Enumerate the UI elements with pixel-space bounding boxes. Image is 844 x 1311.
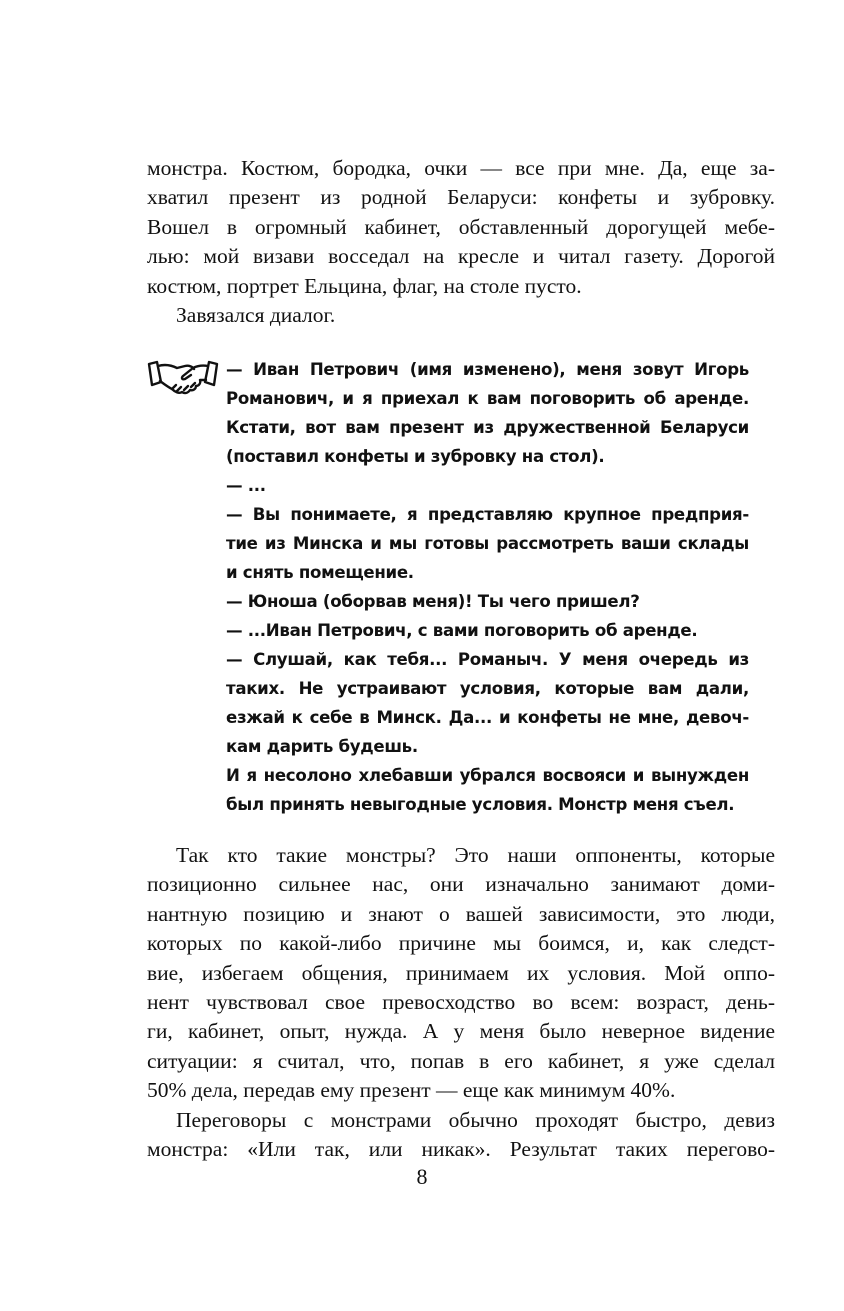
body-text-top [147,154,775,330]
text-line: монстра: «Или так, или никак». Результат таких перегово- [147,1136,775,1161]
dialog-line: кам дарить будешь. [226,737,418,756]
text-line: костюм, портрет Ельцина, флаг, на столе пусто. [147,273,582,298]
text-line: ситуации: я считал, что, попав в его кабинет, я уже сделал [147,1048,775,1073]
text-line: вие, избегаем общения, принимаем их условия. Мой оппо- [147,960,775,985]
dialog-line: Кстати, вот вам презент из дружественной Беларуси [226,418,749,437]
text-line: позиционно сильнее нас, они изначально занимают доми- [147,872,775,897]
dialog-line: тие из Минска и мы готовы рассмотреть ваши склады [226,534,749,553]
text-line: ги, кабинет, опыт, нужда. А у меня было неверное видение [147,1019,775,1044]
body-text-bottom [147,841,775,1164]
dialog-line: таких. Не устраивают условия, которые вам дали, [226,679,749,698]
text-line: 50% дела, передав ему презент — еще как минимум 40%. [147,1078,676,1103]
text-line: монстра. Костюм, бородка, очки — все при мне. Да, еще за- [147,156,775,180]
text-line: хватил презент из родной Беларуси: конфеты и зубровку. [147,185,775,210]
dialog-line: — ...Иван Петрович, с вами поговорить об аренде. [226,621,698,640]
dialog-quote [226,355,749,819]
dialog-intro: Завязался диалог. [176,302,336,327]
dialog-line: и снять помещение. [226,563,414,582]
handshake-icon [147,356,219,400]
dialog-line: был принять невыгодные условия. Монстр меня съел. [226,795,735,814]
text-line: нент чувствовал свое превосходство во всем: возраст, день- [147,989,775,1014]
text-line: лью: мой визави восседал на кресле и читал газету. Дорогой [147,244,775,269]
text-line: нантную позицию и знают о вашей зависимости, это люди, [147,901,775,926]
dialog-line: (поставил конфеты и зубровку на стол). [226,447,605,466]
dialog-line: — Вы понимаете, я представляю крупное предприя- [226,505,749,524]
text-line: Вошел в огромный кабинет, обставленный дорогущей мебе- [147,214,775,239]
dialog-line: Романович, и я приехал к вам поговорить об аренде. [226,389,749,408]
text-line: которых по какой-либо причине мы боимся, и, как следст- [147,931,775,956]
page-number: 8 [416,1164,428,1189]
dialog-line: — Иван Петрович (имя изменено), меня зовут Игорь [226,360,749,379]
dialog-line: — ... [226,476,266,495]
dialog-line: И я несолоно хлебавши убрался восвояси и вынужден [226,766,749,785]
dialog-line: — Юноша (оборвав меня)! Ты чего пришел? [226,592,640,611]
dialog-line: езжай к себе в Минск. Да... и конфеты не мне, девоч- [226,708,749,727]
text-line: Так кто такие монстры? Это наши оппоненты, которые [176,843,775,867]
text-line: Переговоры с монстрами обычно проходят быстро, девиз [176,1107,775,1132]
dialog-line: — Слушай, как тебя... Романыч. У меня очередь из [226,650,749,669]
